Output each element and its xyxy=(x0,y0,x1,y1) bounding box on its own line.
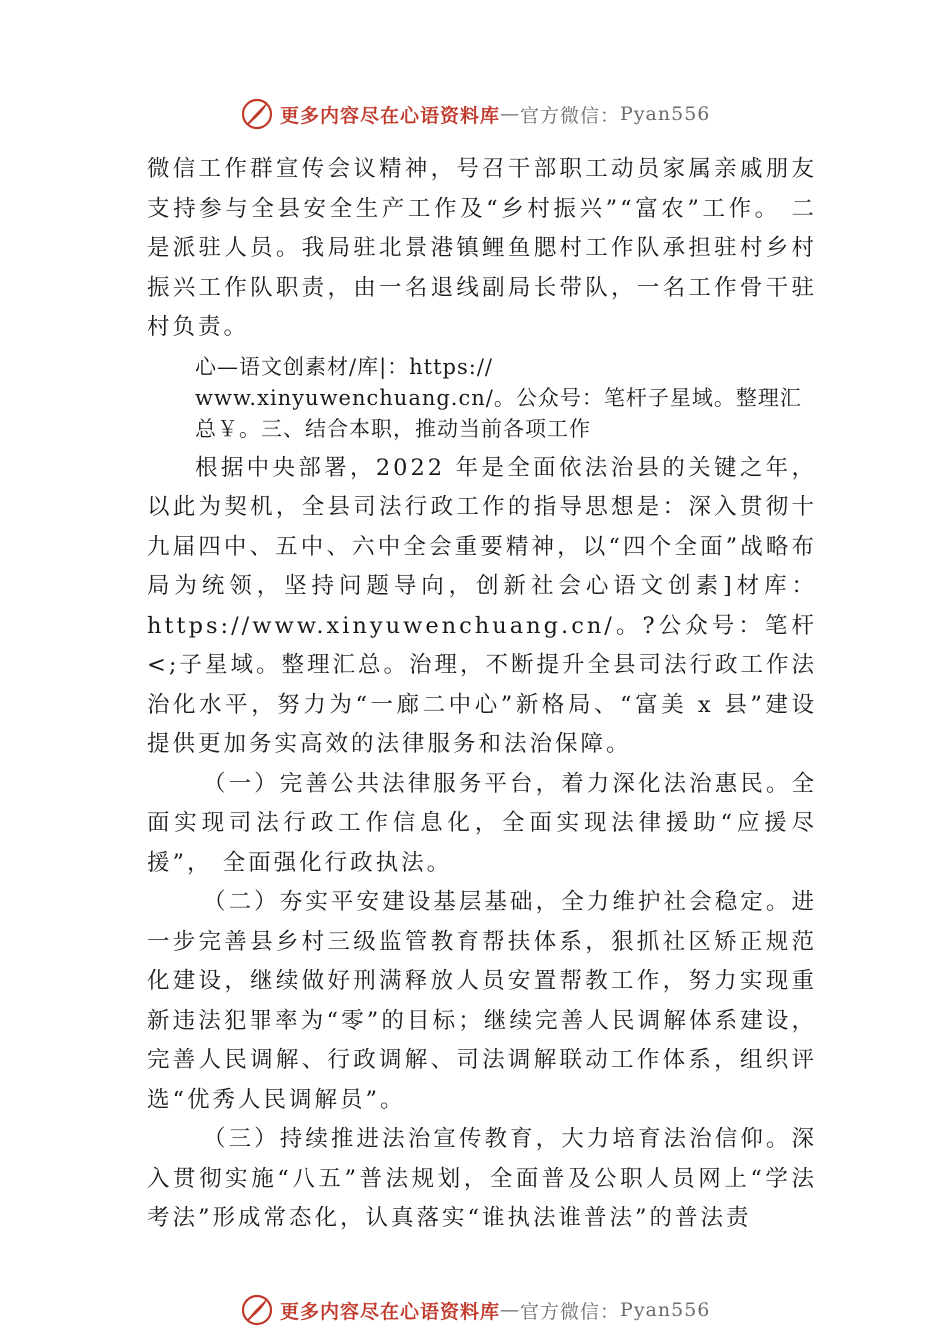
header-banner xyxy=(240,94,710,134)
footer-wechat-handle: Pyan556 xyxy=(620,1299,711,1321)
document-body xyxy=(147,150,817,1239)
footer-banner-title: 更多内容尽在心语资料库 xyxy=(280,1300,501,1323)
footer-banner-dash: — xyxy=(500,1299,521,1321)
source-note xyxy=(147,352,817,445)
footer-wechat-label: 官方微信： xyxy=(520,1300,621,1323)
feather-seal-icon xyxy=(240,1293,274,1327)
banner-dash: — xyxy=(500,103,521,125)
source-note-line-1: 心—语文创素材/库|：https:// xyxy=(195,354,493,379)
banner-title: 更多内容尽在心语资料库 xyxy=(280,104,501,127)
banner-wechat-handle: Pyan556 xyxy=(620,103,711,125)
paragraph-section-1: （一）完善公共法律服务平台，着力深化法治惠民。全面实现司法行政工作信息化，全面实现法律援助“应援尽援”， 全面强化行政执法。 xyxy=(147,770,817,876)
footer-banner xyxy=(240,1290,710,1330)
source-note-line-3: 总￥。三、结合本职，推动当前各项工作 xyxy=(195,416,591,441)
paragraph-guiding-principle: 根据中央部署，2022 年是全面依法治县的关键之年，以此为契机，全县司法行政工作的指导思想是：深入贯彻十九届四中、五中、六中全会重要精神，以“四个全面”战略布局为统领，坚持问题导向，创新社会心语文创素]材库：https://www.xinyuwenchuang.cn/。?公众号：笔杆<;子星域。整理汇总。治理，不断提升全县司法行政工作法治化水平，努力为“一廊二中心”新格局、“富美 x 县”建设提供更加务实高效的法律服务和法治保障。 xyxy=(147,454,817,757)
paragraph-1: 微信工作群宣传会议精神，号召干部职工动员家属亲戚朋友支持参与全县安全生产工作及“乡村振兴”“富农”工作。 二是派驻人员。我局驻北景港镇鲤鱼腮村工作队承担驻村乡村振兴工作队职责，由一名退线副局长带队，一名工作骨干驻村负责。 xyxy=(147,156,817,340)
banner-wechat-label: 官方微信： xyxy=(520,104,621,127)
feather-seal-icon xyxy=(240,97,274,131)
paragraph-section-2: （二）夯实平安建设基层基础，全力维护社会稳定。进一步完善县乡村三级监管教育帮扶体系，狠抓社区矫正规范化建设，继续做好刑满释放人员安置帮教工作，努力实现重新违法犯罪率为“零”的目标；继续完善人民调解体系建设，完善人民调解、行政调解、司法调解联动工作体系，组织评选“优秀人民调解员”。 xyxy=(147,889,817,1113)
paragraph-section-3: （三）持续推进法治宣传教育，大力培育法治信仰。深入贯彻实施“八五”普法规划，全面普及公职人员网上“学法考法”形成常态化，认真落实“谁执法谁普法”的普法责 xyxy=(147,1126,817,1231)
source-note-line-2: www.xinyuwenchuang.cn/。公众号：笔杆子星域。整理汇 xyxy=(195,385,802,410)
